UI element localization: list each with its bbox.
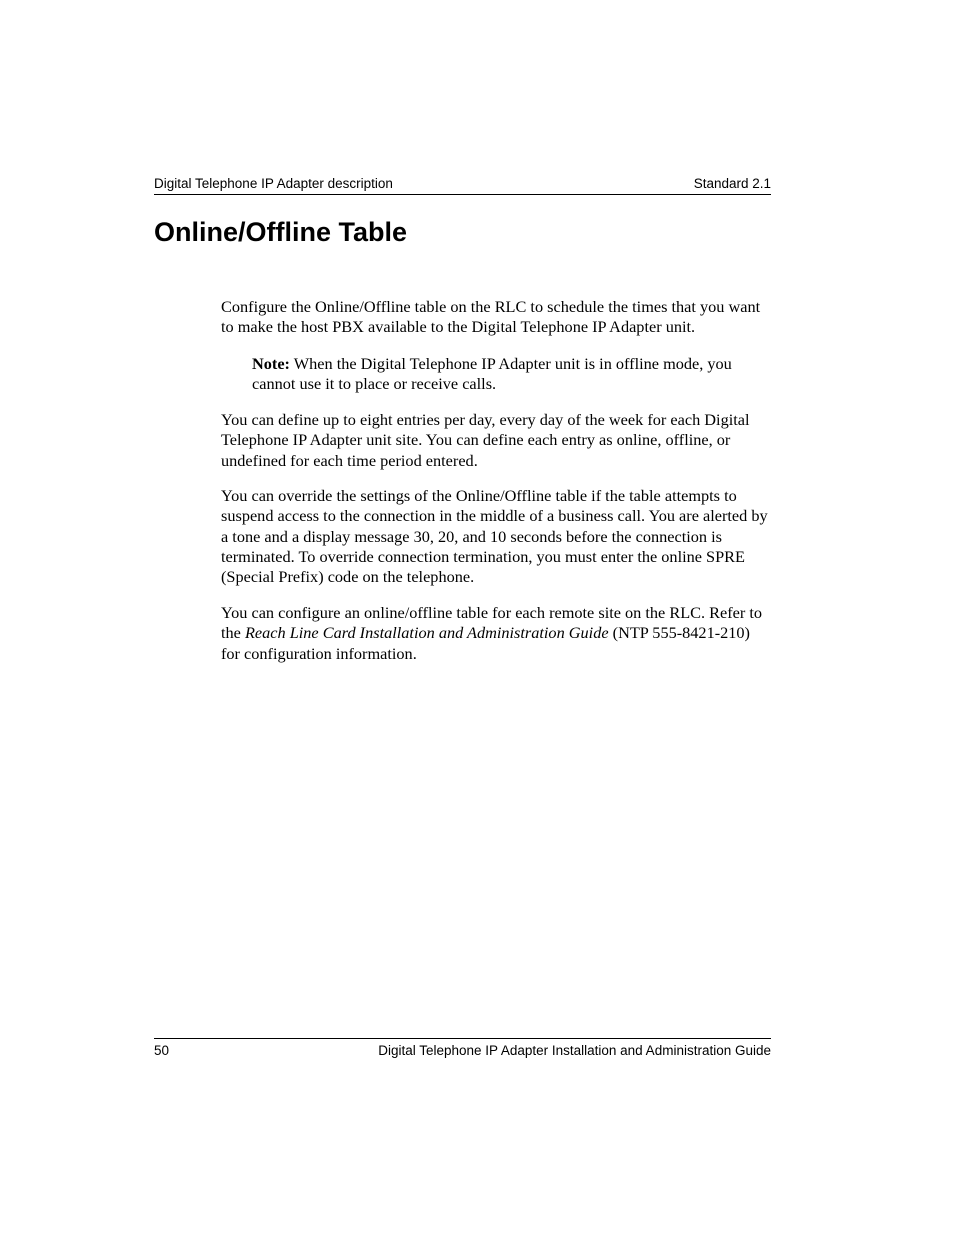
paragraph-intro-text: Configure the Online/Offline table on the RLC to schedule the times that you want to make the host PBX available to the Digital Telephone IP Adapter unit.: [221, 297, 761, 337]
page-number: 50: [154, 1043, 170, 1058]
header-section-title: Digital Telephone IP Adapter description: [154, 176, 393, 191]
page-footer: [154, 1038, 771, 1061]
paragraph-configure: [221, 603, 773, 664]
footer-guide-title: Digital Telephone IP Adapter Installation and Administration Guide: [378, 1043, 771, 1058]
paragraph-override: [221, 486, 773, 587]
paragraph-entries: [221, 410, 773, 471]
paragraph-configure-suffix: (NTP 555-8421-210) for configuration information.: [221, 623, 750, 663]
header-standard-version: Standard 2.1: [693, 176, 771, 191]
page-title: Online/Offline Table: [154, 217, 408, 247]
page-header: [154, 174, 771, 195]
paragraph-configure-text: You can configure an online/offline table for each remote site on the RLC. Refer to the: [221, 603, 763, 643]
note-text: When the Digital Telephone IP Adapter unit is in offline mode, you cannot use it to place or receive calls.: [252, 354, 732, 394]
paragraph-override-text: You can override the settings of the Online/Offline table if the table attempts to suspend access to the connection in the middle of a business call. You are alerted by a tone and a display message 30, 20, and 10 seconds before the connection is terminated. To override connection termination, you must enter the online SPRE (Special Prefix) code on the telephone.: [221, 486, 768, 587]
note-block: [252, 354, 772, 395]
paragraph-entries-text: You can define up to eight entries per day, every day of the week for each Digital Telephone IP Adapter unit site. You can define each entry as online, offline, or undefined for each time period entered.: [221, 410, 750, 470]
guide-reference-title: Reach Line Card Installation and Administration Guide: [244, 623, 609, 643]
paragraph-intro: [221, 297, 773, 338]
note-label: Note:: [252, 354, 290, 373]
